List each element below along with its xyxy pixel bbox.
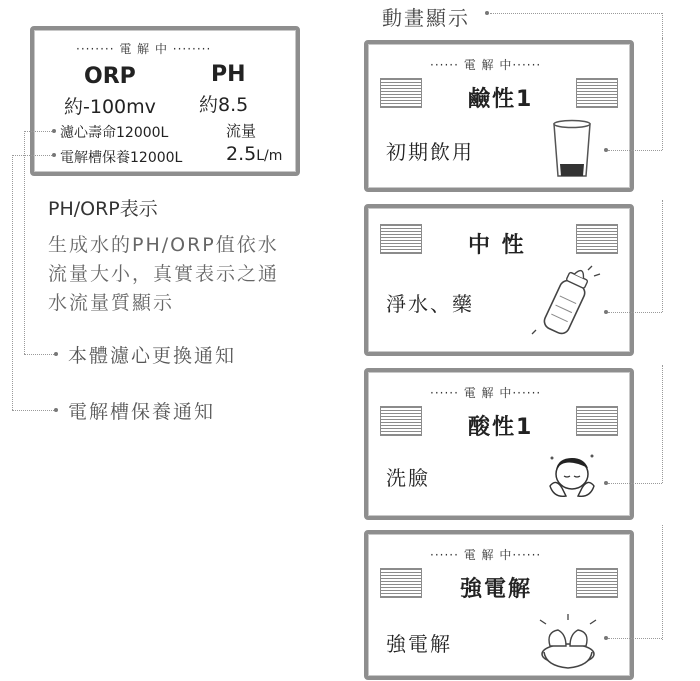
connector-line: [662, 200, 663, 312]
mode-panel-acidic: [364, 368, 634, 520]
flow-unit: L/m: [256, 148, 283, 164]
cell-maintenance-notice: 電解槽保養通知: [68, 401, 216, 423]
description-line: 生成水的PH/ORP值依水: [48, 234, 279, 256]
flow-number: 2.5: [226, 143, 257, 165]
connector-line: [12, 410, 54, 411]
connector-line: [608, 638, 662, 639]
connector-dot: [485, 11, 489, 15]
hatch-pattern: [380, 78, 422, 108]
description-line: 水流量質顯示: [48, 292, 175, 314]
flow-value: [226, 143, 282, 165]
connector-line: [24, 131, 25, 354]
mode-panel-neutral: [364, 204, 634, 356]
filter-replace-notice: 本體濾心更換通知: [68, 345, 237, 367]
status-text: ······ 電 解 中······: [430, 386, 542, 400]
hand-wash-icon: [532, 610, 604, 672]
mode-panel-strong-electrolysis: [364, 530, 634, 680]
connector-line: [662, 525, 663, 640]
status-text: ······ 電 解 中······: [430, 548, 542, 562]
hatch-pattern: [380, 224, 422, 254]
connector-line: [24, 354, 54, 355]
mode-panel-alkaline: [364, 40, 634, 192]
status-text: ······ 電 解 中······: [430, 58, 542, 72]
ph-label: PH: [211, 62, 246, 87]
connector-line: [662, 38, 663, 150]
connector-dot: [54, 408, 58, 412]
flow-label: 流量: [226, 122, 257, 140]
connector-line: [662, 365, 663, 483]
ph-value: 約8.5: [199, 94, 249, 116]
face-wash-icon: [544, 450, 600, 502]
connector-dot: [52, 129, 56, 133]
hatch-pattern: [576, 568, 618, 598]
filter-life-text: 濾心壽命12000L: [60, 125, 169, 141]
mode-usage: 強電解: [386, 632, 452, 656]
connector-line: [24, 131, 52, 132]
connector-line: [490, 13, 662, 14]
mode-title: 鹼性1: [468, 87, 534, 112]
mode-title: 中 性: [468, 233, 526, 258]
description-heading: PH/ORP表示: [48, 198, 158, 220]
mode-usage: 淨水、藥: [386, 292, 474, 316]
connector-line: [608, 150, 662, 151]
connector-line: [608, 483, 662, 484]
baby-bottle-icon: [528, 260, 608, 344]
hatch-pattern: [576, 224, 618, 254]
hatch-pattern: [576, 406, 618, 436]
glass-icon: [548, 116, 598, 182]
orp-label: ORP: [84, 64, 136, 89]
connector-line: [608, 312, 662, 313]
connector-dot: [52, 153, 56, 157]
mode-usage: 初期飲用: [386, 140, 474, 164]
hatch-pattern: [380, 568, 422, 598]
hatch-pattern: [380, 406, 422, 436]
status-text: ········ 電 解 中 ········: [76, 42, 212, 56]
mode-title: 強電解: [460, 577, 533, 602]
hatch-pattern: [576, 78, 618, 108]
connector-line: [12, 155, 52, 156]
connector-line: [662, 13, 663, 38]
mode-title: 酸性1: [468, 415, 534, 440]
mode-usage: 洗臉: [386, 466, 430, 490]
connector-line: [12, 155, 13, 410]
description-line: 流量大小，真實表示之通: [48, 263, 280, 285]
animation-label: 動畫顯示: [382, 6, 470, 30]
connector-dot: [54, 352, 58, 356]
cell-maintenance-text: 電解槽保養12000L: [60, 150, 183, 166]
orp-value: 約-100mv: [64, 96, 156, 118]
main-display-panel: [30, 26, 300, 176]
